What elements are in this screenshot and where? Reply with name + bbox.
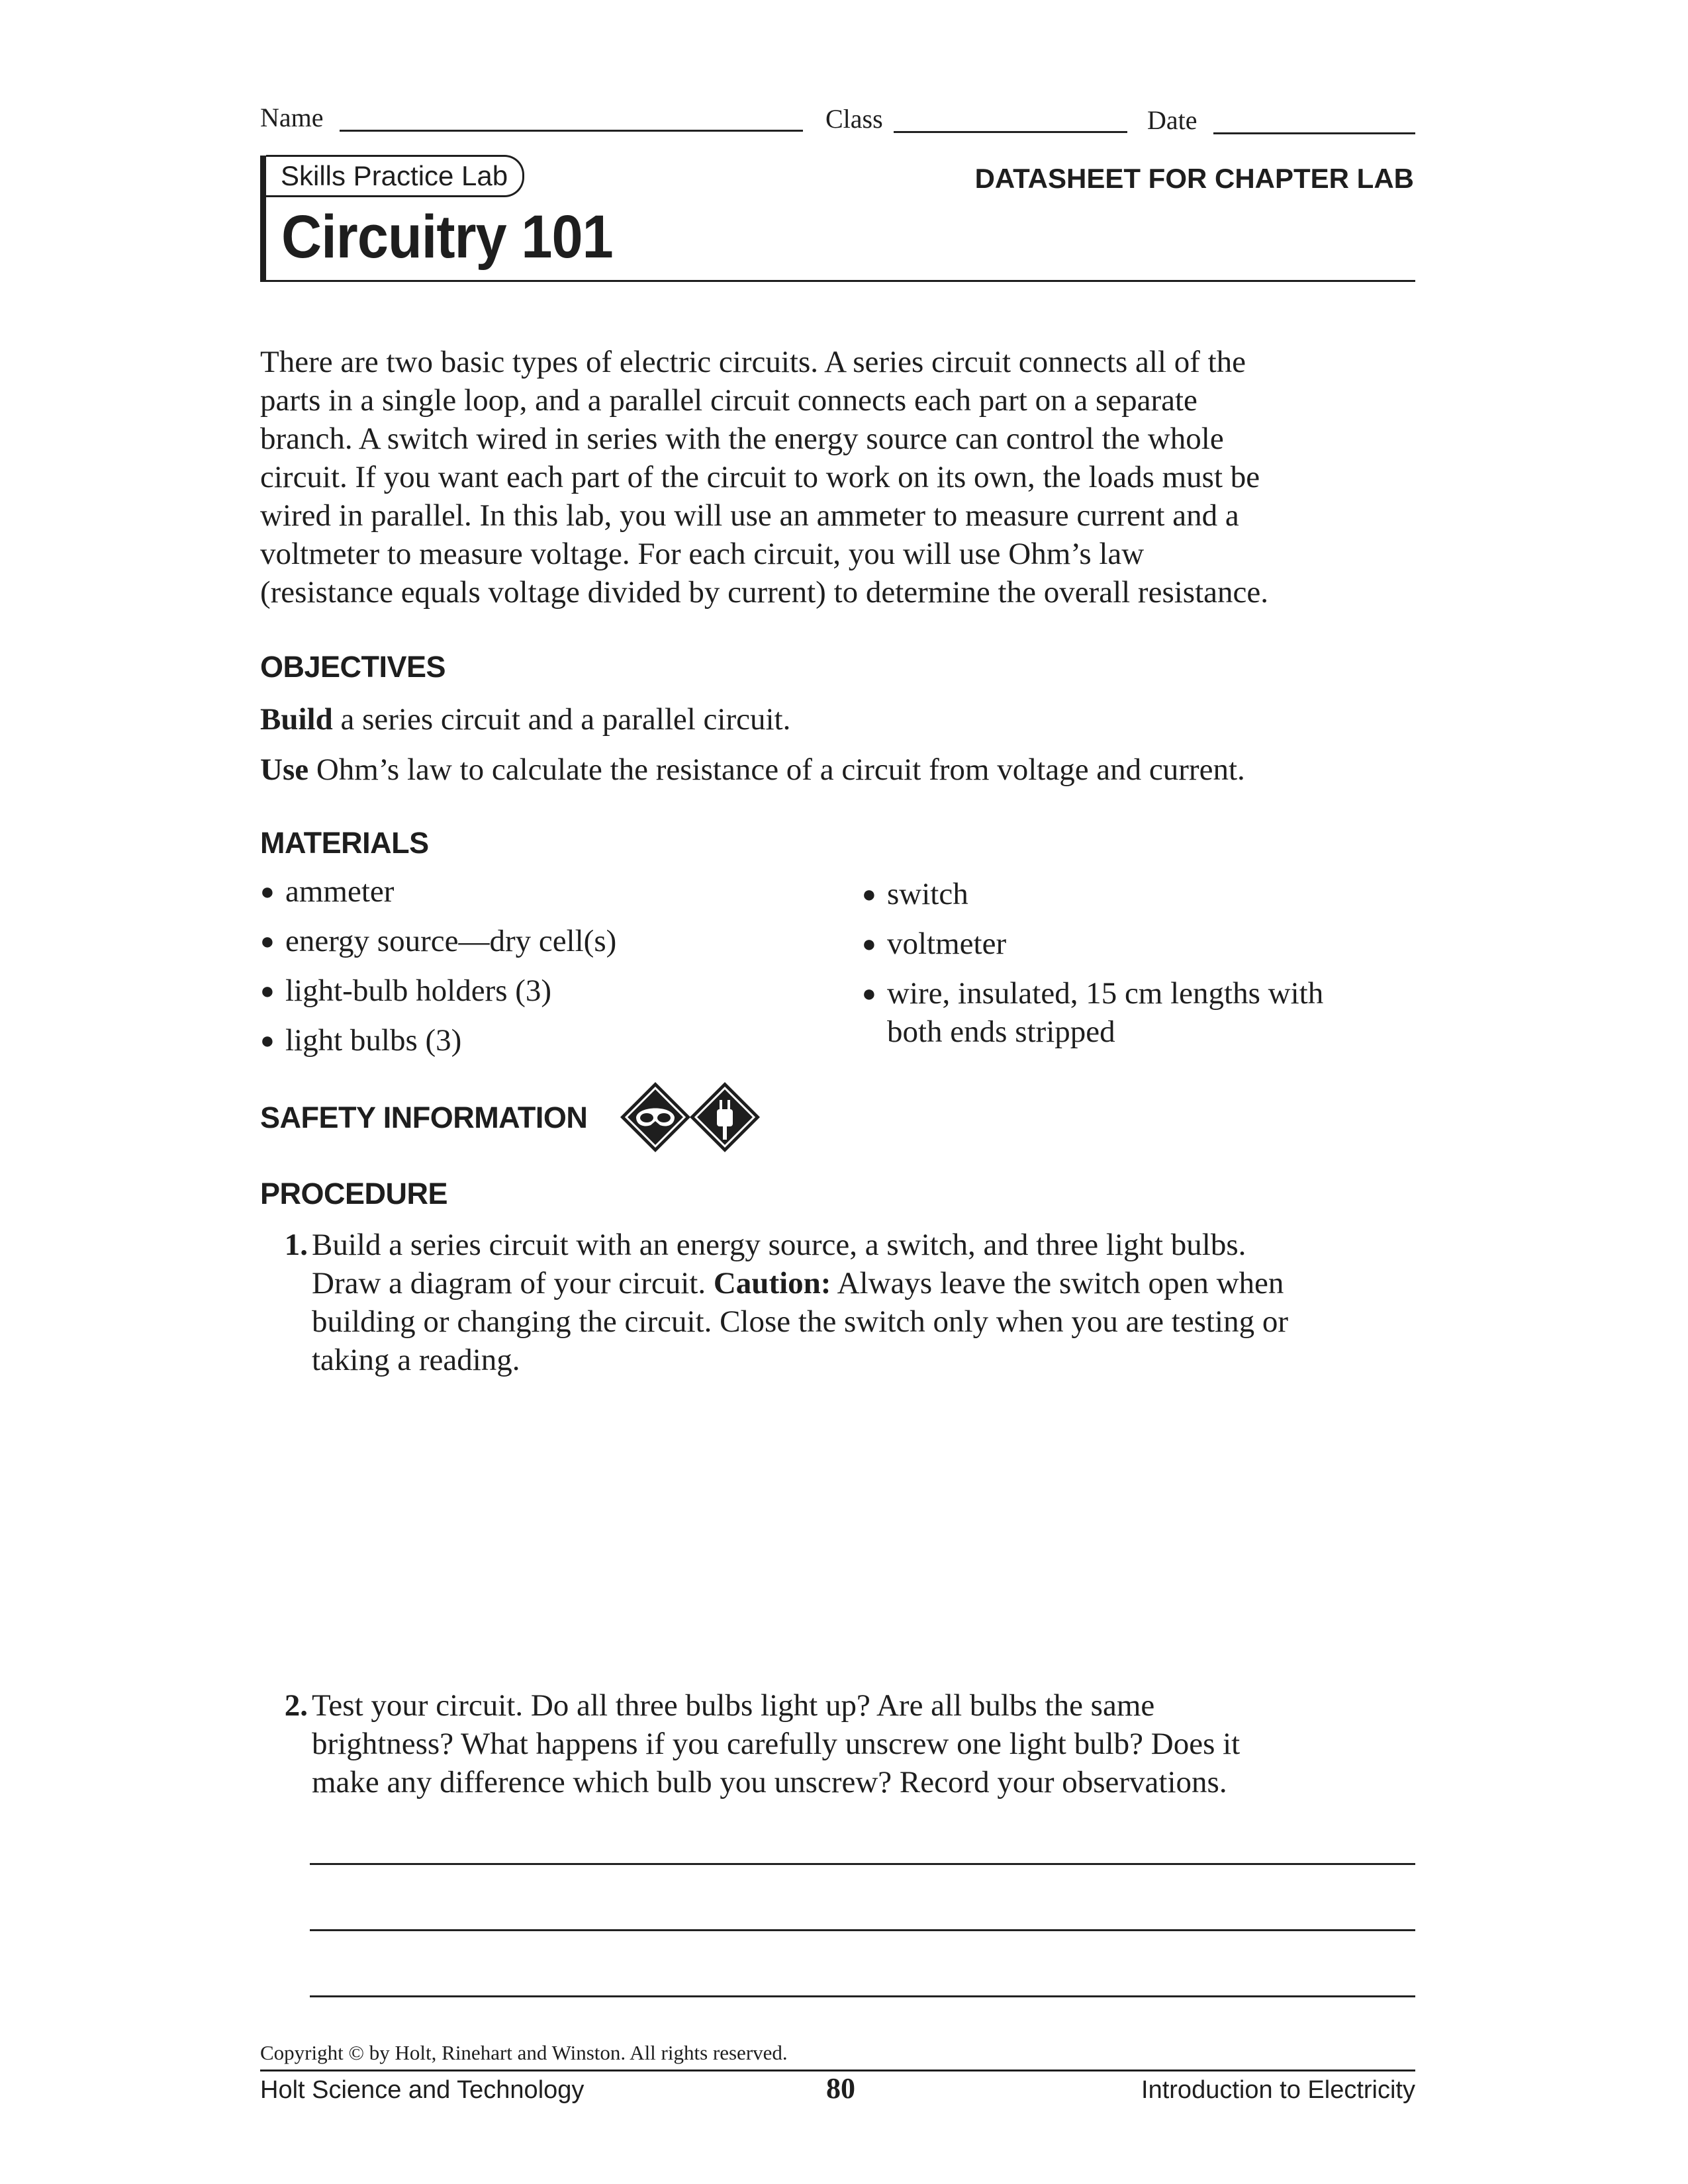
step-line: building or changing the circuit. Close the switch only when you are testing or: [312, 1304, 1288, 1339]
intro-line: circuit. If you want each part of the circuit to work on its own, the loads must be: [260, 460, 1260, 494]
answer-line[interactable]: [310, 1929, 1415, 1931]
step-number: 1.: [284, 1228, 308, 1262]
step-text: [312, 1686, 1240, 1801]
material-label: both ends stripped: [887, 1015, 1115, 1049]
step-line: Test your circuit. Do all three bulbs light up? Are all bulbs the same: [312, 1688, 1155, 1723]
intro-paragraph: [260, 343, 1415, 612]
intro-line: branch. A switch wired in series with the energy source can control the whole: [260, 422, 1224, 456]
material-item: [260, 872, 394, 911]
footer-chapter-title: Introduction to Electricity: [1141, 2076, 1415, 2104]
material-item: [260, 922, 616, 960]
electrical-safety-icon: [690, 1082, 760, 1152]
intro-line: (resistance equals voltage divided by current) to determine the overall resistance.: [260, 575, 1268, 610]
caution-label: Caution:: [713, 1266, 831, 1300]
objective-item: [260, 700, 790, 739]
material-label: light-bulb holders (3): [285, 974, 552, 1008]
date-field[interactable]: [1213, 132, 1415, 134]
bullet-icon: ●: [260, 978, 275, 1004]
name-label: Name: [260, 103, 324, 132]
title-divider: [260, 280, 1415, 282]
answer-line[interactable]: [310, 1863, 1415, 1865]
material-item: [862, 925, 1006, 963]
bullet-icon: ●: [862, 881, 876, 907]
material-label: light bulbs (3): [285, 1023, 462, 1058]
bullet-icon: ●: [862, 980, 876, 1007]
objective-verb: Use: [260, 752, 309, 787]
lab-title-bar: [260, 156, 266, 281]
material-label: wire, insulated, 15 cm lengths with: [887, 976, 1324, 1011]
intro-line: There are two basic types of electric circuits. A series circuit connects all of the: [260, 345, 1246, 379]
objective-verb: Build: [260, 702, 333, 737]
lab-type-tag: Skills Practice Lab: [266, 155, 524, 197]
procedure-step-2: [275, 1686, 1420, 1805]
material-item: [260, 972, 551, 1010]
objective-text: Ohm’s law to calculate the resistance of a circuit from voltage and current.: [308, 752, 1245, 787]
step-number: 2.: [284, 1688, 308, 1723]
step-line: Build a series circuit with an energy source, a switch, and three light bulbs.: [312, 1228, 1246, 1262]
intro-line: parts in a single loop, and a parallel circuit connects each part on a separate: [260, 383, 1197, 418]
page-title: Circuitry 101: [281, 203, 613, 271]
intro-line: voltmeter to measure voltage. For each circuit, you will use Ohm’s law: [260, 537, 1145, 571]
bullet-icon: ●: [260, 1027, 275, 1054]
step-line: taking a reading.: [312, 1343, 520, 1377]
page-number: 80: [826, 2072, 855, 2105]
objective-item: [260, 751, 1245, 789]
eye-protection-icon: [620, 1082, 690, 1152]
bullet-icon: ●: [260, 878, 275, 905]
step-line: make any difference which bulb you unscrew? Record your observations.: [312, 1765, 1227, 1799]
intro-line: wired in parallel. In this lab, you will use an ammeter to measure current and a: [260, 498, 1239, 533]
step-line: brightness? What happens if you carefully unscrew one light bulb? Does it: [312, 1727, 1241, 1761]
footer-book-title: Holt Science and Technology: [260, 2076, 585, 2104]
procedure-heading: PROCEDURE: [260, 1177, 448, 1210]
materials-heading: MATERIALS: [260, 826, 429, 860]
material-label: energy source—dry cell(s): [285, 924, 617, 958]
name-field[interactable]: [340, 130, 803, 132]
material-label: ammeter: [285, 874, 395, 909]
copyright-notice: Copyright © by Holt, Rinehart and Winston. All rights reserved.: [260, 2041, 788, 2064]
material-item-continuation: [887, 1013, 1115, 1051]
bullet-icon: ●: [862, 931, 876, 957]
step-text-part: Always leave the switch open when: [831, 1266, 1284, 1300]
objectives-heading: OBJECTIVES: [260, 650, 446, 684]
bullet-icon: ●: [260, 928, 275, 954]
step-text: [312, 1226, 1288, 1379]
safety-heading: SAFETY INFORMATION: [260, 1101, 588, 1134]
class-field[interactable]: [894, 131, 1127, 133]
step-line: [312, 1264, 1288, 1302]
material-item: [862, 974, 1323, 1013]
procedure-step-1: [275, 1226, 1420, 1385]
date-label: Date: [1147, 105, 1197, 135]
answer-line[interactable]: [310, 1995, 1415, 1997]
safety-icons: [619, 1079, 765, 1158]
step-text-part: Draw a diagram of your circuit.: [312, 1266, 714, 1300]
material-item: [862, 875, 968, 913]
objective-text: a series circuit and a parallel circuit.: [332, 702, 791, 737]
class-label: Class: [825, 104, 883, 134]
material-label: switch: [887, 877, 968, 911]
material-item: [260, 1021, 461, 1060]
material-label: voltmeter: [887, 927, 1007, 961]
datasheet-label: DATASHEET FOR CHAPTER LAB: [974, 163, 1414, 194]
